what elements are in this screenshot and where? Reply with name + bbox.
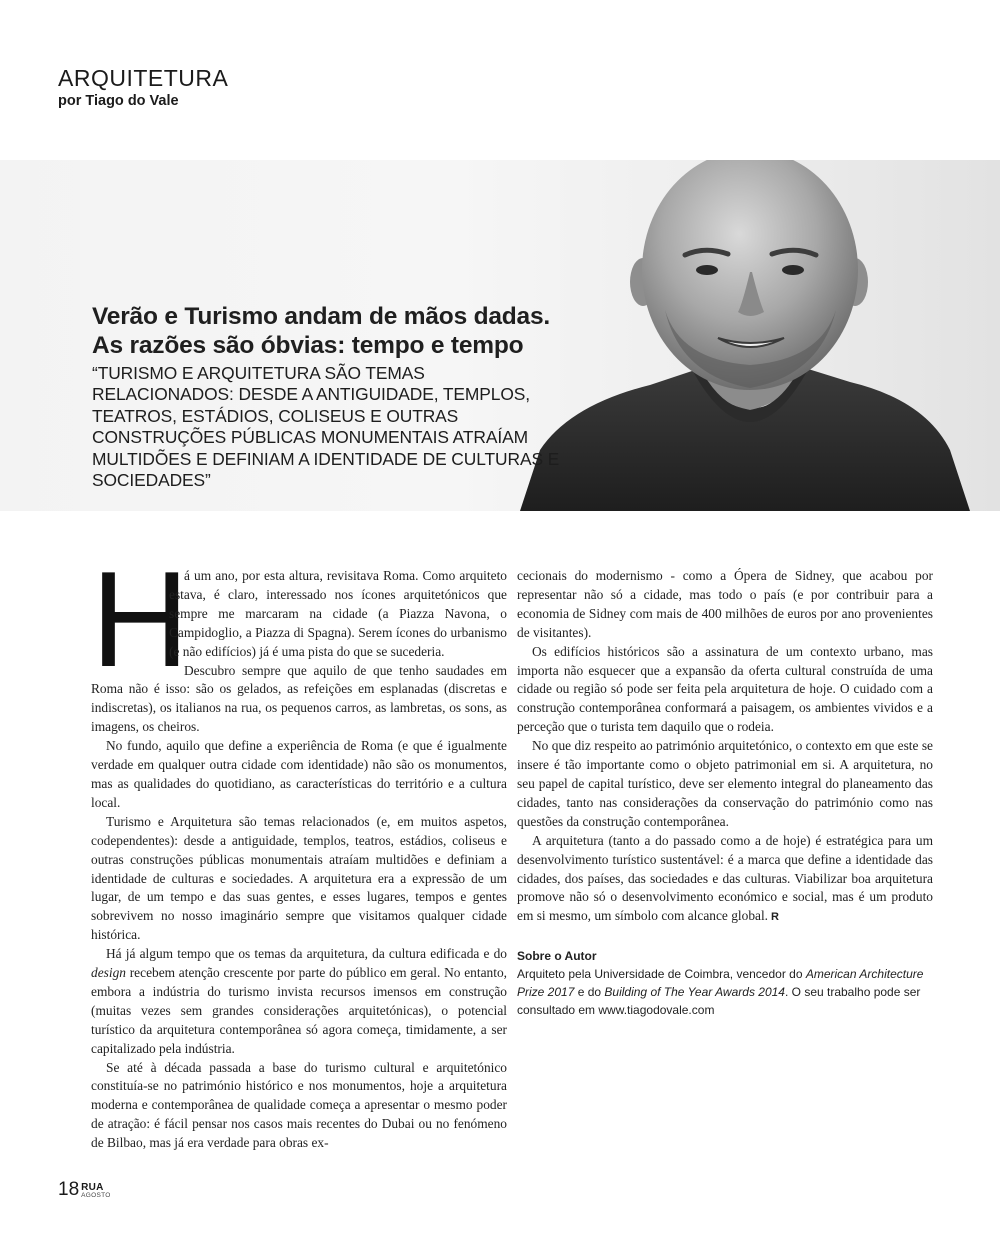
text-run: e do (574, 985, 605, 1000)
end-mark: R (771, 911, 779, 924)
text-run: A arquitetura (tanto a do passado como a de hoje) é estratégica para um desenvolvimento turístico sustentável: é a marca que define a identidade das cidades, dos países, das sociedades e das culturas. Viabilizar boa arquitetura promove não só o desenvolvimento económico e social, mas é um produto em si mesmo, um símbolo com alcance global. (517, 832, 933, 924)
article-headline (92, 302, 562, 360)
article-paragraph (517, 832, 933, 928)
section-header (58, 66, 228, 109)
article-paragraph: á um ano, por esta altura, revisitava Roma. Como arquiteto estava, é claro, interessado nos ícones arquitetónicos que sempre me marcaram na cidade (a Piazza Navona, o Campidoglio, a Piazza di Spagna). Serem ícones do urbanismo (e não edifícios) já é uma pista do que se sucederia. (169, 568, 507, 659)
about-author-text (517, 965, 933, 1019)
author-byline: por Tiago do Vale (58, 93, 179, 110)
article-paragraph: Turismo e Arquitetura são temas relacionados (e, em muitos aspetos, codependentes): desde a antiguidade, templos, teatros, estádios, coliseus e outras construções públicas monumentais atraíam multidões e definiam a identidade de culturas e sociedades. A arquitetura era a expressão de um lugar, de um tempo e das suas gentes, e esses lugares, tempos e gentes sobrevivem no nosso imaginário sempre que visitamos qualquer cidade histórica. (91, 813, 507, 943)
issue-month: AGOSTO (81, 1191, 111, 1199)
article-paragraph: No que diz respeito ao património arquitetónico, o contexto em que este se insere é tão importante como o objeto patrimonial em si. A arquitetura, no seu papel de capital turístico, deve ser elemento integral do planeamento das cidades, tanto nas considerações da conservação do património como nas questões da construção contemporânea. (517, 738, 933, 829)
text-run: recebem atenção crescente por parte do público em geral. No entanto, embora a indústria do turismo invista recursos imensos em construção (muitas vezes sem grandes considerações arquitetónicas), o potencial turístico da arquitetura contemporânea só agora começa, timidamente, a ser capitalizado pela indústria. (91, 965, 507, 1056)
page-number: 18 (58, 1179, 80, 1200)
text-run: Há já algum tempo que os temas da arquitetura, da cultura edificada e do (106, 946, 507, 962)
article-paragraph: Os edifícios históricos são a assinatura de um contexto urbano, mas importa não esquecer que a expansão da oferta cultural construída de uma cidade ou região só pode ser feita pela arquitetura de hoje. O cuidado com a construção contemporânea conformará a paisagem, os ambientes vividos e a perceção que o turista tem daquilo que o rodeia. (517, 643, 933, 735)
article-paragraph: Descubro sempre que aquilo de que tenho saudades em Roma não é isso: são os gelados, as refeições em esplanadas (discretas e indiscretas), os italianos na rua, os pequenos carros, as lambretas, os sons, as imagens, os cheiros. (91, 662, 507, 735)
pull-quote: “TURISMO E ARQUITETURA SÃO TEMAS RELACIONADOS: DESDE A ANTIGUIDADE, TEMPLOS, TEATROS, ESTÁDIOS, COLISEUS E OUTRAS CONSTRUÇÕES PÚBLICAS MONUMENTAIS ATRAÍAM MULTIDÕES E DEFINIAM A IDENTIDADE DE CULTURAS E SOCIEDADES” (92, 363, 560, 491)
article-paragraph: Se até à década passada a base do turismo cultural e arquitetónico constituía-se no património histórico e nos monumentos, hoje a arquitetura moderna e contemporânea de qualidade começa a apresentar o mesmo poder de atração: é fácil pensar nos casos mais recentes do Dubai ou no fenómeno de Bilbao, mas já era verdade para obras ex- (91, 1059, 507, 1151)
article-column-right (517, 567, 933, 1019)
article-paragraph: No fundo, aquilo que define a experiência de Roma (e que é igualmente verdade em qualquer outra cidade com identidade) não são os monumentos, mas as qualidades do quotidiano, as características do território e a cultura local. (91, 738, 507, 810)
headline-block (92, 302, 562, 491)
about-author (517, 947, 933, 1019)
drop-cap: H (91, 543, 190, 695)
page-footer (58, 1180, 111, 1199)
magazine-name: RUA (81, 1181, 104, 1193)
about-author-title: Sobre o Autor (517, 949, 597, 964)
text-run: Arquiteto pela Universidade de Coimbra, vencedor do (517, 967, 806, 982)
hero-banner (0, 160, 1000, 511)
article-column-left (91, 543, 507, 1153)
article-paragraph-continued: cecionais do modernismo - como a Ópera de Sidney, que acabou por representar não só a cidade, mas todo o país (e por contribuir para a economia de Sidney com mais de 400 milhões de euros por ano provenientes de visitantes). (517, 568, 933, 640)
first-paragraph-block (91, 543, 507, 695)
italic-term: design (91, 965, 126, 981)
text-run: . O seu trabalho pode ser consultado em www.tiagodovale.com (517, 985, 921, 1018)
award-name: Building of The Year Awards 2014 (604, 985, 785, 1000)
headline-line-1: Verão e Turismo andam de mãos dadas. (92, 303, 551, 330)
magazine-mark (81, 1183, 111, 1200)
article-paragraph (91, 945, 507, 1058)
section-title: ARQUITETURA (58, 65, 229, 91)
award-name: American Architecture Prize 2017 (517, 967, 924, 1000)
headline-line-2: As razões são óbvias: tempo e tempo (92, 332, 524, 359)
